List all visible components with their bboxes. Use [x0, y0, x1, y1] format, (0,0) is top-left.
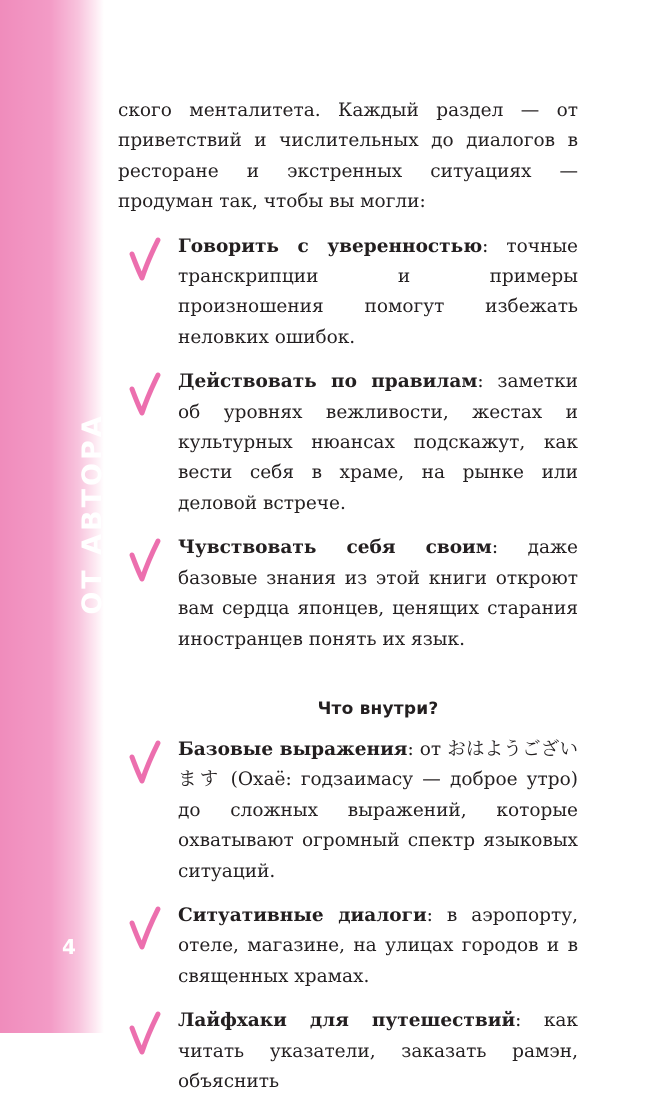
- page-content: [118, 96, 578, 1097]
- goal-text: [178, 232, 578, 354]
- running-head: ОТ АВТОРА: [76, 413, 108, 615]
- goal-text: [178, 533, 578, 655]
- goal-description: : даже базовые знания из этой книги откроют вам сердца японцев, ценящих старания иностранцев понять их язык.: [178, 537, 578, 650]
- contents-term: Базовые выражения: [178, 738, 408, 760]
- contents-list: [118, 735, 578, 1097]
- contents-term: Лайфхаки для путешествий: [178, 1010, 516, 1032]
- goal-term: Чувствовать себя своим: [178, 537, 492, 559]
- contents-term: Ситуативные диалоги: [178, 904, 427, 926]
- page-number: 4: [62, 935, 76, 959]
- contents-item: [118, 901, 578, 992]
- checkmark-icon: [128, 371, 162, 417]
- goal-description: : точные транскрипции и примеры произношения помогут избежать неловких ошибок.: [178, 235, 578, 348]
- contents-description: : как читать указатели, заказать рамэн, объяснить: [178, 1010, 578, 1092]
- contents-text: [178, 1006, 578, 1097]
- contents-item: [118, 1006, 578, 1097]
- contents-text: [178, 901, 578, 992]
- checkmark-icon: [128, 236, 162, 282]
- intro-paragraph: ского менталитета. Каждый раздел — от приветствий и числительных до диалогов в ресторане и экстренных ситуациях — продуман так, чтобы вы могли:: [118, 100, 578, 213]
- goal-description: : заметки об уровнях вежливости, жестах и культурных нюансах подскажут, как вести себя в храме, на рынке или деловой встрече.: [178, 371, 578, 514]
- goal-term: Действовать по правилам: [178, 371, 478, 393]
- goal-term: Говорить с уверенностью: [178, 235, 483, 257]
- section-heading: Что внутри?: [317, 698, 439, 719]
- contents-item: [118, 735, 578, 887]
- goal-item: [118, 367, 578, 519]
- goal-text: [178, 367, 578, 519]
- checkmark-icon: [128, 537, 162, 583]
- goals-list: [118, 232, 578, 655]
- contents-description: : в аэропорту, отеле, магазине, на улицах городов и в священных храмах.: [178, 904, 578, 987]
- checkmark-icon: [128, 739, 162, 785]
- checkmark-icon: [128, 1010, 162, 1056]
- contents-description: : от おはようございます (Охаё: годзаимасу — доброе утро) до сложных выражений, которые охватывают огромный спектр языковых ситуаций.: [178, 738, 578, 882]
- goal-item: [118, 533, 578, 655]
- checkmark-icon: [128, 905, 162, 951]
- goal-item: [118, 232, 578, 354]
- contents-text: [178, 735, 578, 887]
